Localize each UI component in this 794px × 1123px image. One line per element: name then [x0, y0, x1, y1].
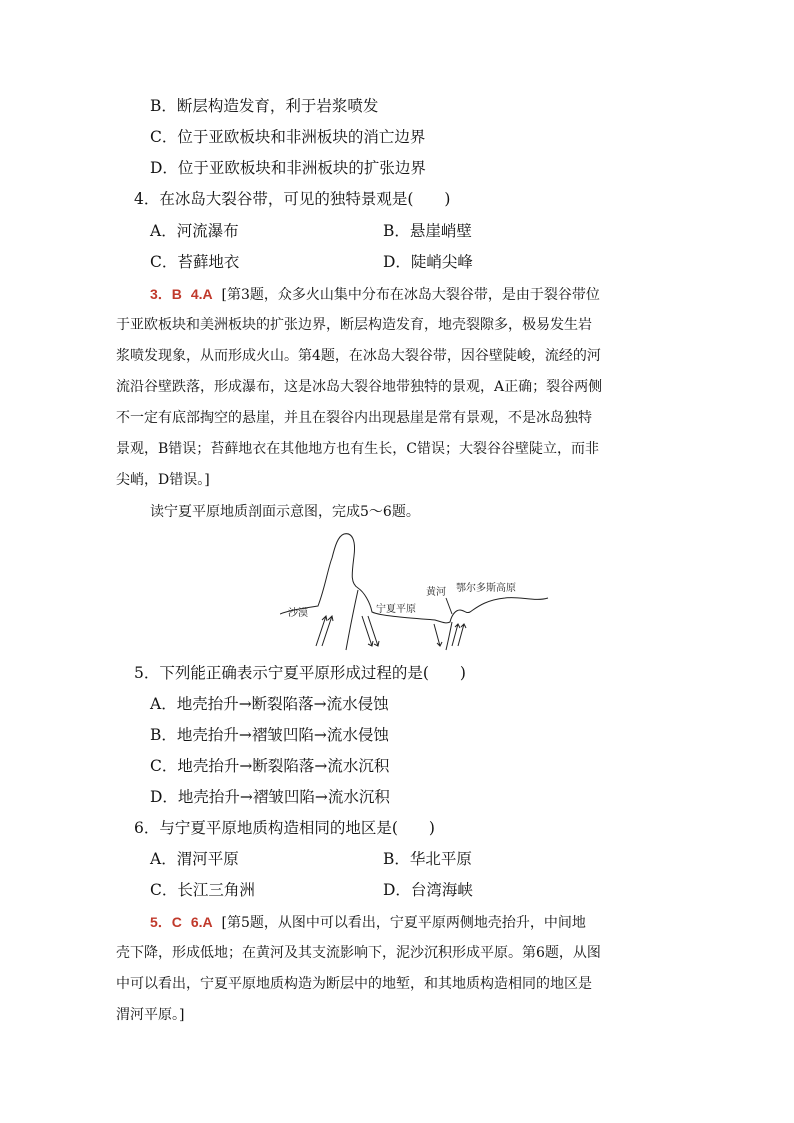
- q6-option-c: C．长江三角洲: [150, 881, 255, 899]
- arrow-down-3: [434, 624, 442, 646]
- explanation-3-4-line-6: 景观，B错误；苔藓地衣在其他地方也有生长，C错误；大裂谷谷壁陡立，而非: [116, 441, 599, 457]
- explanation-3-4-text-1: [第3题，众多火山集中分布在冰岛大裂谷带，是由于裂谷带位: [221, 287, 600, 303]
- q3-option-c: C．位于亚欧板块和非洲板块的消亡边界: [150, 128, 426, 146]
- q6-option-d: D．台湾海峡: [383, 881, 473, 899]
- explanation-3-4-first-line: [150, 283, 600, 306]
- q5-option-b: B．地壳抬升→褶皱凹陷→流水侵蚀: [150, 726, 389, 744]
- q3-option-b: B．断层构造发育，利于岩浆喷发: [150, 97, 379, 115]
- arrow-down-1: [362, 616, 373, 646]
- explanation-3-4-line-3: 浆喷发现象，从而形成火山。第4题，在冰岛大裂谷带，因谷壁陡峻，流经的河: [116, 348, 601, 364]
- q5-option-a: A．地壳抬升→断裂陷落→流水侵蚀: [150, 695, 389, 713]
- q5-stem: 5．下列能正确表示宁夏平原形成过程的是( ): [134, 664, 466, 682]
- q6-option-a: A．渭河平原: [150, 850, 239, 868]
- q4-option-c: C．苔藓地衣: [150, 253, 240, 271]
- arrow-down-2: [368, 616, 379, 646]
- explanation-3-4-line-7: 尖峭，D错误。]: [116, 472, 210, 488]
- q5-option-d: D．地壳抬升→褶皱凹陷→流水沉积: [150, 788, 390, 806]
- q4-stem: 4．在冰岛大裂谷带，可见的独特景观是( ): [134, 190, 451, 208]
- explanation-5-6-line-2: 壳下降，形成低地；在黄河及其支流影响下，泥沙沉积形成平原。第6题，从图: [116, 945, 601, 961]
- explanation-3-4-line-5: 不一定有底部掏空的悬崖，并且在裂谷内出现悬崖是常有景观，不是冰岛独特: [116, 410, 592, 426]
- q5-option-c: C．地壳抬升→断裂陷落→流水沉积: [150, 757, 390, 775]
- q6-stem: 6．与宁夏平原地质构造相同的地区是( ): [134, 819, 435, 837]
- explanation-5-6-line-4: 渭河平原。]: [116, 1007, 185, 1023]
- answer-6: 6.A: [190, 914, 213, 930]
- label-ningxia-plain: 宁夏平原: [376, 604, 416, 615]
- explanation-3-4-line-2: 于亚欧板块和美洲板块的扩张边界，断层构造发育，地壳裂隙多，极易发生岩: [116, 317, 592, 333]
- label-desert: 沙漠: [288, 608, 308, 619]
- explanation-5-6-line-3: 中可以看出，宁夏平原地质构造为断层中的地堑，和其地质构造相同的地区是: [116, 976, 592, 992]
- fault-left: [346, 590, 358, 650]
- fault-right: [446, 622, 452, 650]
- arrow-up-2: [322, 616, 333, 646]
- q4-option-b: B．悬崖峭壁: [383, 222, 472, 240]
- q3-option-d: D．位于亚欧板块和非洲板块的扩张边界: [150, 159, 426, 177]
- label-ordos-plateau: 鄂尔多斯高原: [456, 583, 516, 594]
- ningxia-geologic-profile-figure: [280, 528, 550, 652]
- answer-5: 5．C: [150, 914, 182, 930]
- answer-3: 3．B: [150, 286, 182, 302]
- river-pointer: [446, 598, 452, 614]
- q4-option-d: D．陡峭尖峰: [383, 253, 473, 271]
- answer-4: 4.A: [190, 286, 213, 302]
- intro-5-6: 读宁夏平原地质剖面示意图，完成5～6题。: [150, 504, 420, 520]
- explanation-5-6-text-1: [第5题，从图中可以看出，宁夏平原两侧地壳抬升，中间地: [221, 915, 586, 931]
- label-yellow-river: 黄河: [426, 587, 446, 598]
- explanation-3-4-line-4: 流沿谷壁跌落，形成瀑布，这是冰岛大裂谷地带独特的景观，A正确；裂谷两侧: [116, 379, 603, 395]
- q4-option-a: A．河流瀑布: [150, 222, 239, 240]
- arrow-up-1: [316, 616, 327, 646]
- explanation-5-6-first-line: [150, 911, 586, 934]
- q6-option-b: B．华北平原: [383, 850, 472, 868]
